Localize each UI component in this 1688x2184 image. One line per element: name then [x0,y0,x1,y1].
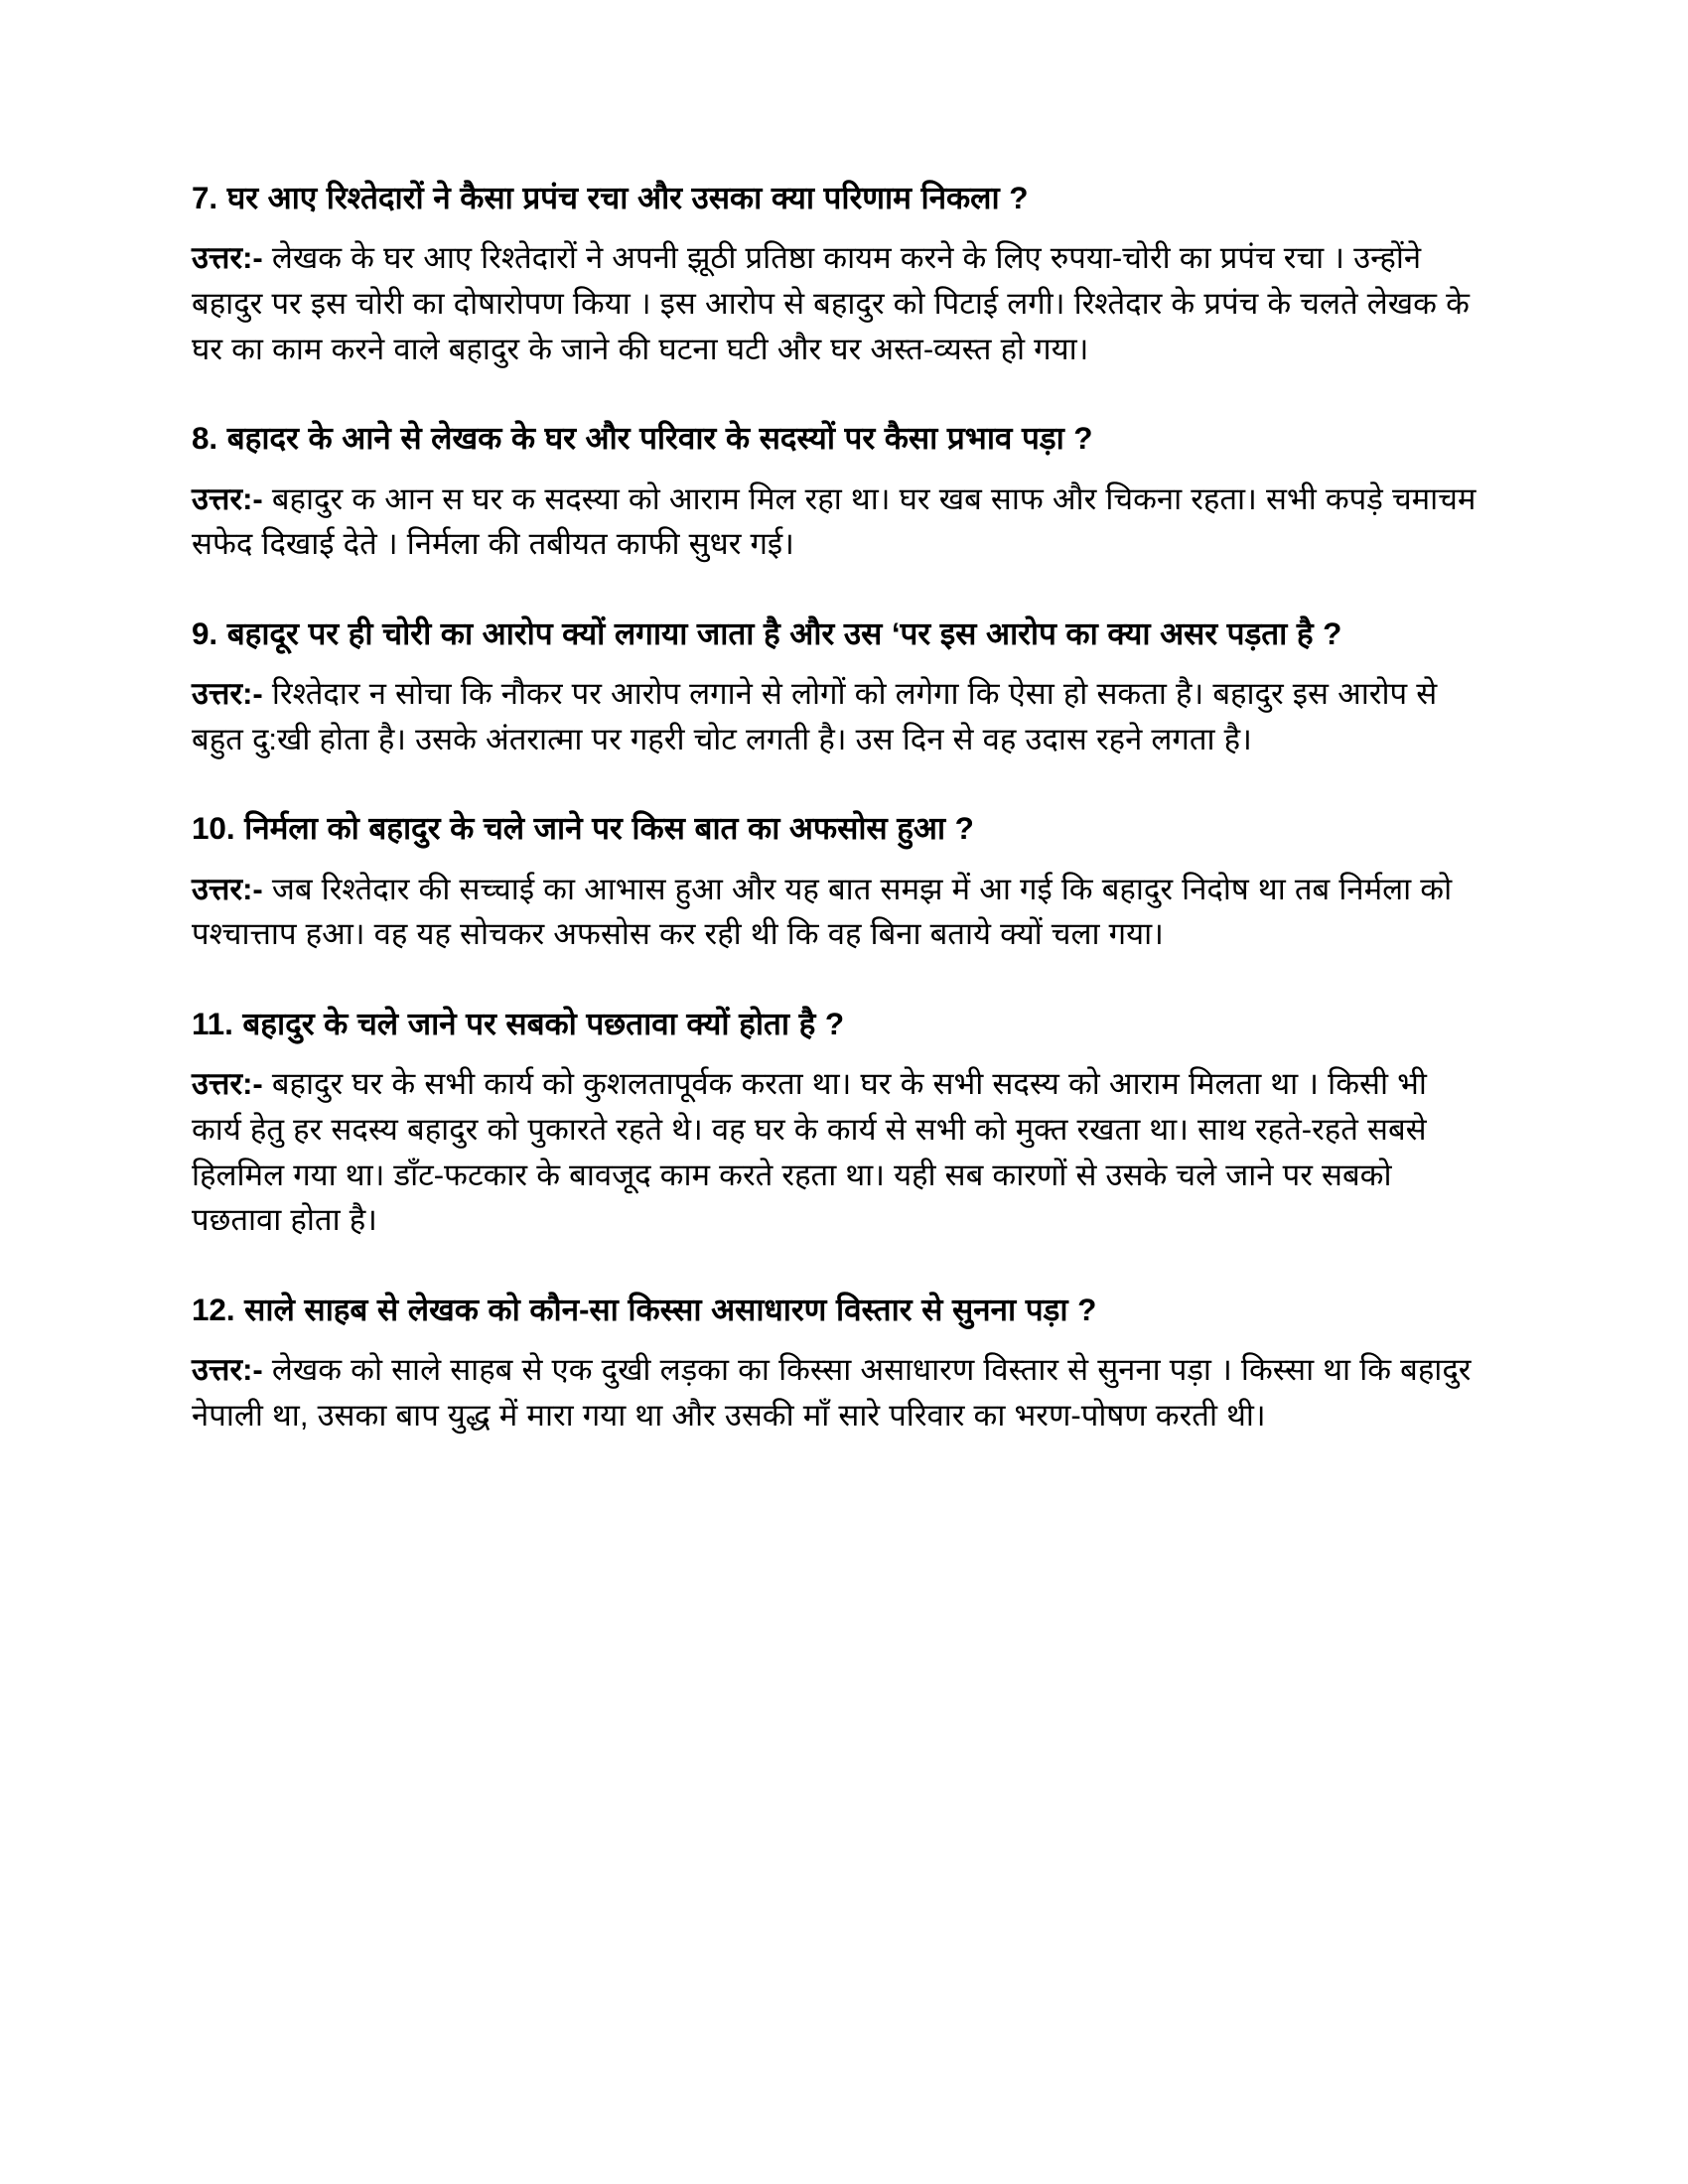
answer-text-8: बहादुर क आन स घर क सदस्या को आराम मिल रहा था। घर खब साफ और चिकना रहता। सभी कपड़े चमाचम सफेद दिखाई देते । निर्मला की तबीयत काफी सुधर गई। [192,480,1477,562]
answer-paragraph-8 [192,477,1480,567]
answer-text-10: जब रिश्तेदार की सच्चाई का आभास हुआ और यह बात समझ में आ गई कि बहादुर निदोष था तब निर्मला को पश्चात्ताप हआ। वह यह सोचकर अफसोस कर रही थी कि वह बिना बताये क्यों चला गया। [192,871,1453,952]
answer-paragraph-11 [192,1061,1480,1242]
qa-block-11 [192,1003,1569,1243]
answer-label-8: उत्तर:- [192,480,263,516]
answer-text-12: लेखक को साले साहब से एक दुखी लड़का का किस्सा असाधारण विस्तार से सुनना पड़ा । किस्सा था कि बहादुर नेपाली था, उसका बाप युद्ध में मारा गया था और उसकी माँ सारे परिवार का भरण-पोषण करती थी। [192,1352,1472,1433]
answer-label-11: उत्तर:- [192,1066,263,1102]
answer-label-9: उत्तर:- [192,676,263,712]
qa-list [192,177,1569,1437]
question-heading-10: 10. निर्मला को बहादुर के चले जाने पर किस बात का अफसोस हुआ ? [192,810,974,847]
answer-text-9: रिश्तेदार न सोचा कि नौकर पर आरोप लगाने से लोगों को लगेगा कि ऐसा हो सकता है। बहादुर इस आरोप से बहुत दु:खी होता है। उसके अंतरात्मा पर गहरी चोट लगती है। उस दिन से वह उदास रहने लगता है। [192,676,1438,756]
answer-paragraph-12 [192,1347,1480,1437]
question-heading-11: 11. बहादुर के चले जाने पर सबको पछतावा क्यों होता है ? [192,1005,844,1041]
qa-block-10 [192,807,1569,957]
answer-text-7: लेखक के घर आए रिश्तेदारों ने अपनी झूठी प्रतिष्ठा कायम करने के लिए रुपया-चोरी का प्रपंच रचा । उन्होंने बहादुर पर इस चोरी का दोषारोपण किया । इस आरोप से बहादुर को पिटाई लगी। रिश्तेदार के प्रपंच के चलते लेखक के घर का काम करने वाले बहादुर के जाने की घटना घटी और घर अस्त-व्यस्त हो गया। [192,240,1470,366]
question-heading-9: 9. बहादूर पर ही चोरी का आरोप क्यों लगाया जाता है और उस ‘पर इस आरोप का क्या असर पड़ता है ? [192,614,1342,651]
answer-label-12: उत्तर:- [192,1352,263,1388]
qa-block-8 [192,417,1569,567]
qa-block-9 [192,613,1569,762]
answer-paragraph-9 [192,671,1480,761]
answer-label-7: उत्तर:- [192,240,263,276]
answer-paragraph-7 [192,235,1480,371]
question-heading-7: 7. घर आए रिश्तेदारों ने कैसा प्रपंच रचा और उसका क्या परिणाम निकला ? [192,180,1029,215]
answer-label-10: उत्तर:- [192,871,263,906]
question-heading-8: 8. बहादर के आने से लेखक के घर और परिवार के सदस्यों पर कैसा प्रभाव पड़ा ? [192,420,1093,457]
qa-block-7 [192,177,1569,371]
qa-block-12 [192,1289,1569,1438]
answer-text-11: बहादुर घर के सभी कार्य को कुशलतापूर्वक करता था। घर के सभी सदस्य को आराम मिलता था । किसी भी कार्य हेतु हर सदस्य बहादुर को पुकारते रहते थे। वह घर के कार्य से सभी को मुक्त रखता था। साथ रहते-रहते सबसे हिलमिल गया था। डाँट-फटकार के बावजूद काम करते रहता था। यही सब कारणों से उसके चले जाने पर सबको पछतावा होता है। [192,1066,1427,1238]
answer-paragraph-10 [192,867,1480,957]
question-heading-12: 12. साले साहब से लेखक को कौन-सा किस्सा असाधारण विस्तार से सुनना पड़ा ? [192,1291,1097,1327]
